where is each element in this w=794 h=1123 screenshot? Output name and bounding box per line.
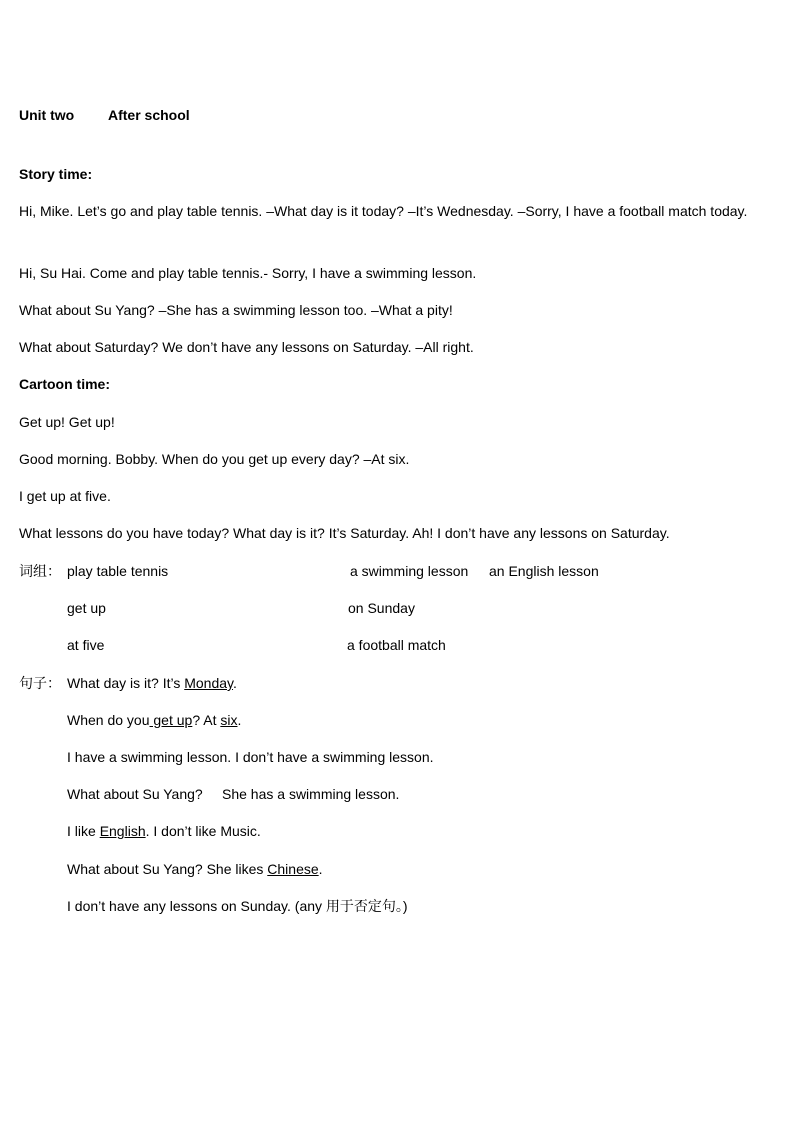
sentence-5: I like English. I don’t like Music. (67, 823, 261, 839)
sentences-label: 句子： (19, 675, 61, 691)
story-line-3: What about Su Yang? –She has a swimming lesson too. –What a pity! (19, 302, 453, 318)
phrase-item: play table tennis (67, 563, 169, 579)
cartoon-line-2: Good morning. Bobby. When do you get up every day? –At six. (19, 451, 410, 467)
phrases-label: 词组： (19, 563, 61, 579)
phrase-item: an English lesson (489, 563, 599, 579)
phrase-item: a football match (347, 637, 446, 653)
sentence-2: When do you get up? At six. (67, 712, 242, 728)
phrase-item: get up (67, 600, 106, 616)
phrase-item: on Sunday (348, 600, 415, 616)
sentence-4a: What about Su Yang? (67, 786, 203, 802)
cartoon-line-4: What lessons do you have today? What day is it? It’s Saturday. Ah! I don’t have any lessons on Saturday. (19, 525, 670, 541)
sentence-6: What about Su Yang? She likes Chinese. (67, 861, 323, 877)
sentence-1: What day is it? It’s Monday. (67, 675, 237, 691)
phrase-item: at five (67, 637, 105, 653)
story-line-2: Hi, Su Hai. Come and play table tennis.- Sorry, I have a swimming lesson. (19, 265, 477, 281)
phrase-item: a swimming lesson (350, 563, 469, 579)
story-line-4: What about Saturday? We don’t have any lessons on Saturday. –All right. (19, 339, 474, 355)
cartoon-line-1: Get up! Get up! (19, 414, 115, 430)
sentence-7: I don’t have any lessons on Sunday. (any 用于否定句。) (67, 898, 408, 914)
story-heading: Story time: (19, 166, 93, 182)
sentence-3: I have a swimming lesson. I don’t have a swimming lesson. (67, 749, 434, 765)
unit-label: Unit two (19, 107, 75, 123)
sentence-4b: She has a swimming lesson. (222, 786, 400, 802)
story-line-1: Hi, Mike. Let’s go and play table tennis. –What day is it today? –It’s Wednesday. –Sorry, I have a football match today. (19, 203, 748, 219)
unit-title: After school (108, 107, 190, 123)
cartoon-line-3: I get up at five. (19, 488, 111, 504)
cartoon-heading: Cartoon time: (19, 376, 110, 392)
